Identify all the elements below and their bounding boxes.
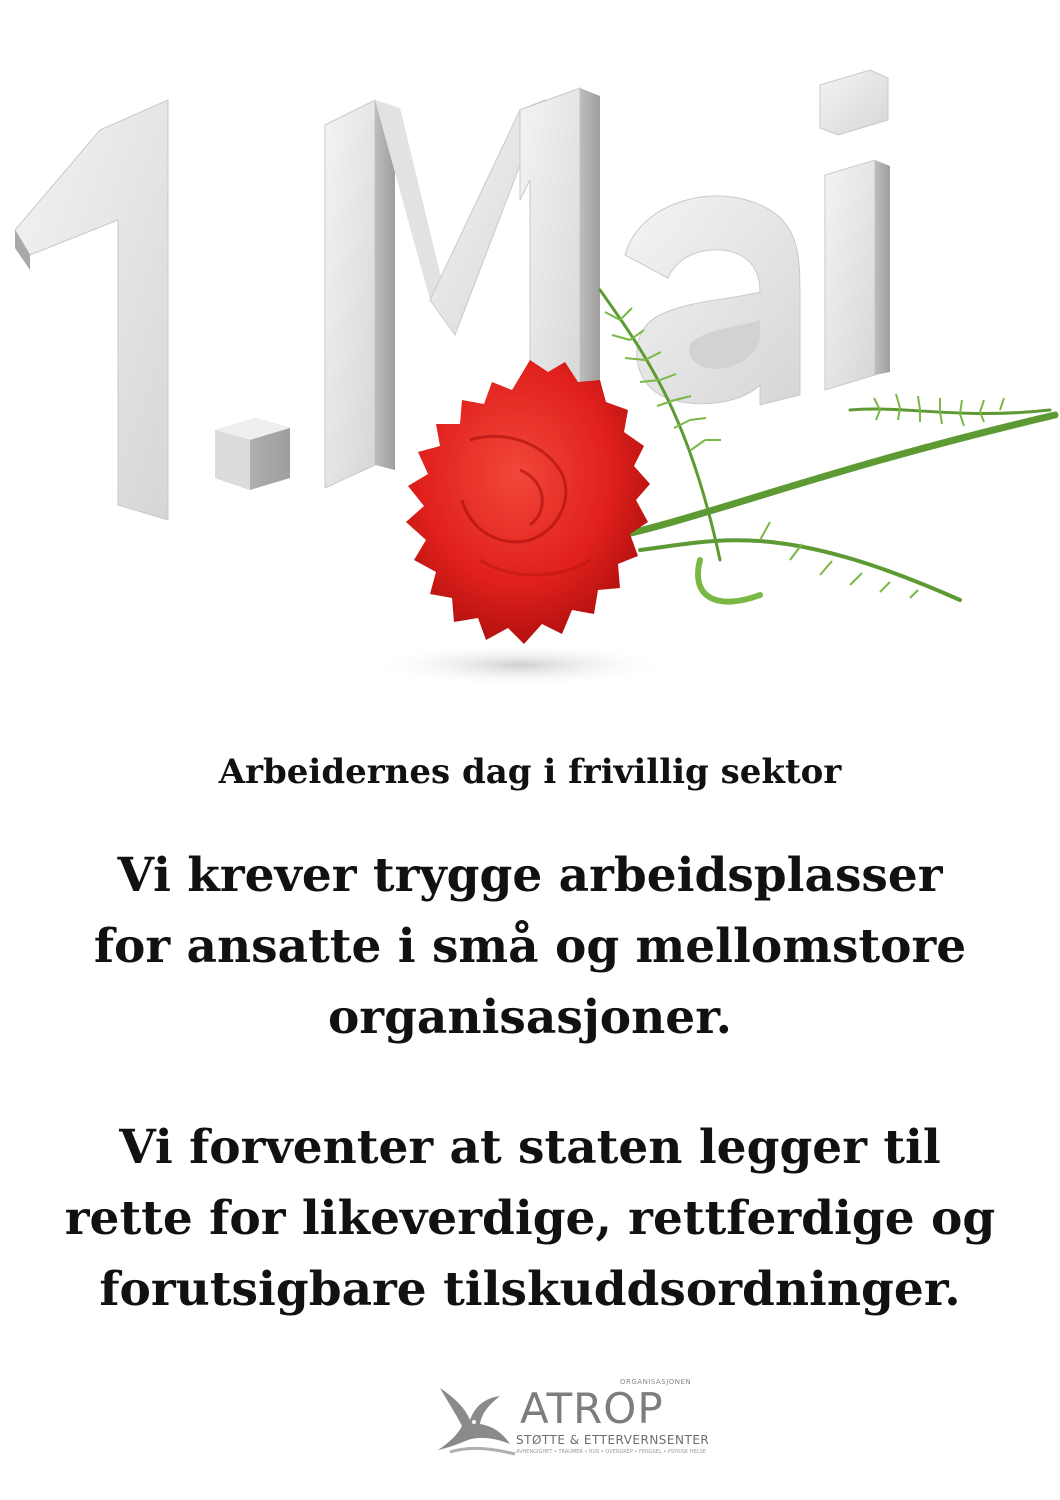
digit-one xyxy=(15,100,168,520)
subtitle: Arbeidernes dag i frivillig sektor xyxy=(218,752,842,792)
letter-i xyxy=(820,70,890,390)
logo-subtitle: STØTTE & ETTERVERNSENTER xyxy=(516,1433,710,1447)
statement-1-line: organisasjoner. xyxy=(327,990,733,1045)
period xyxy=(215,418,290,490)
hero-illustration xyxy=(0,0,1060,720)
statement-2-line: rette for likeverdige, rettferdige og xyxy=(64,1191,996,1246)
letter-a xyxy=(625,196,800,405)
statement-2-line: forutsigbare tilskuddsordninger. xyxy=(99,1262,961,1317)
logo-org-label: ORGANISASJONEN xyxy=(620,1378,692,1386)
bird-icon xyxy=(430,1368,520,1458)
hero-image xyxy=(0,0,1060,720)
carnation-flower xyxy=(406,360,650,644)
statement-1 xyxy=(20,840,1040,1053)
statement-1-line: for ansatte i små og mellomstore xyxy=(93,919,967,974)
flower-shadow xyxy=(370,643,670,687)
logo-tagline: AVHENGIGHET • TRAUMER • RUS • OVERGREP • FENGSEL • PSYKISK HELSE xyxy=(516,1449,706,1455)
logo-name: ATROP xyxy=(520,1384,664,1433)
atrop-logo xyxy=(430,1358,710,1468)
statement-2 xyxy=(20,1112,1040,1325)
statement-1-line: Vi krever trygge arbeidsplasser xyxy=(117,848,943,903)
statement-2-line: Vi forventer at staten legger til xyxy=(119,1120,941,1175)
